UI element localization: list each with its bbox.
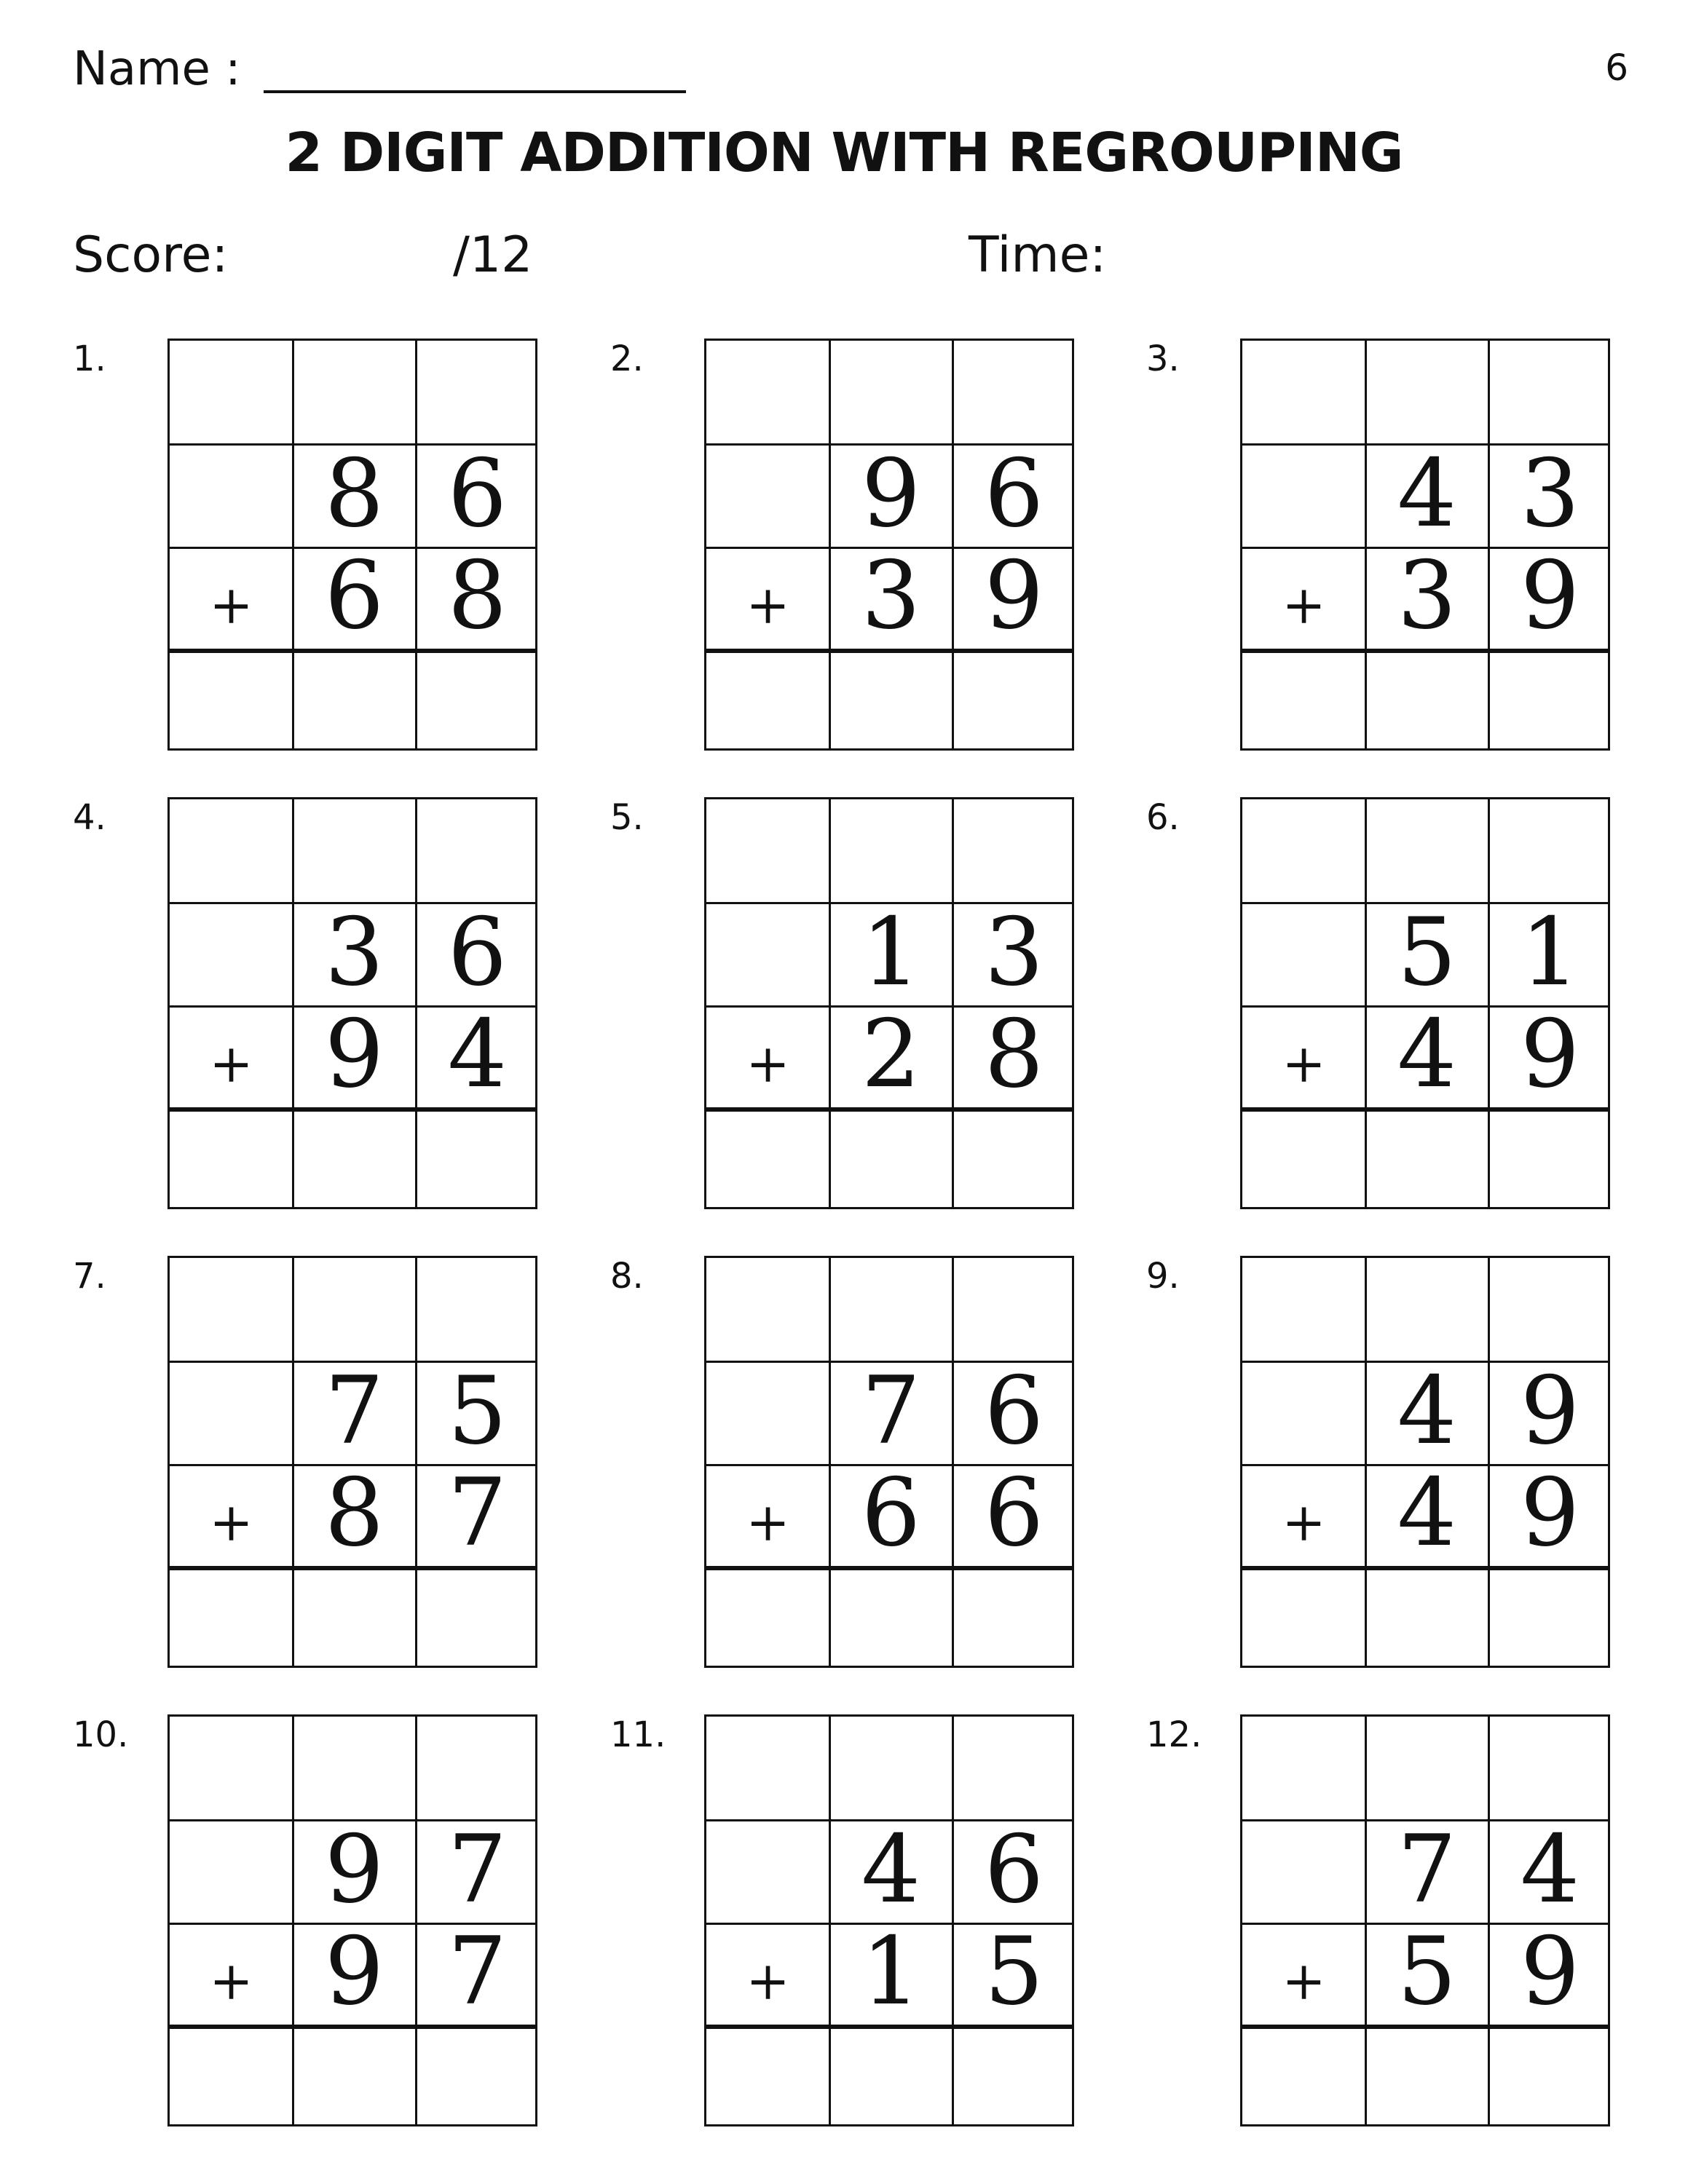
- addition-grid-9: [1240, 1256, 1610, 1668]
- plus-sign: +: [209, 1033, 253, 1094]
- answer-cell[interactable]: [1365, 2030, 1486, 2128]
- top-addend-digit: 3: [324, 898, 384, 1007]
- answer-cell[interactable]: [170, 2030, 290, 2128]
- top-addend-digit: 1: [861, 898, 921, 1007]
- addition-grid-3: [1240, 339, 1610, 751]
- carry-cell[interactable]: [293, 799, 413, 897]
- top-addend-digit: 4: [1397, 1357, 1457, 1465]
- answer-cell[interactable]: [1242, 654, 1362, 752]
- answer-cell[interactable]: [1242, 1113, 1362, 1211]
- plus-sign: +: [746, 574, 790, 636]
- name-label: Name :: [73, 42, 241, 96]
- bottom-addend-digit: 5: [1397, 1918, 1457, 2026]
- carry-cell[interactable]: [1242, 799, 1362, 897]
- score-label: Score:: [73, 226, 229, 284]
- carry-cell[interactable]: [829, 341, 950, 438]
- problem-number: 11.: [610, 1714, 666, 1755]
- carry-cell[interactable]: [170, 799, 290, 897]
- carry-cell[interactable]: [1242, 1717, 1362, 1814]
- problem-number: 8.: [610, 1256, 644, 1297]
- top-addend-digit: 4: [1520, 1816, 1580, 1924]
- carry-cell[interactable]: [706, 1258, 827, 1356]
- problem-number: 2.: [610, 339, 644, 379]
- top-addend-digit: 7: [1397, 1816, 1457, 1924]
- answer-cell[interactable]: [170, 1572, 290, 1669]
- score-total: /12: [453, 226, 533, 284]
- answer-cell[interactable]: [706, 2030, 827, 2128]
- bottom-addend-digit: 9: [1520, 1918, 1580, 2026]
- addition-grid-5: [704, 797, 1074, 1209]
- answer-cell[interactable]: [706, 1113, 827, 1211]
- top-addend-digit: 1: [1520, 898, 1580, 1007]
- addition-grid-11: [704, 1714, 1074, 2126]
- bottom-addend-digit: 4: [447, 1000, 508, 1109]
- problem-number: 12.: [1146, 1714, 1202, 1755]
- addition-grid-6: [1240, 797, 1610, 1209]
- plus-sign: +: [746, 1950, 790, 2011]
- carry-cell[interactable]: [293, 1717, 413, 1814]
- carry-cell[interactable]: [953, 1717, 1073, 1814]
- carry-cell[interactable]: [1488, 341, 1609, 438]
- bottom-addend-digit: 8: [324, 1459, 384, 1567]
- answer-cell[interactable]: [953, 654, 1073, 752]
- carry-cell[interactable]: [416, 799, 536, 897]
- carry-cell[interactable]: [953, 799, 1073, 897]
- problem-number: 1.: [73, 339, 106, 379]
- answer-cell[interactable]: [1365, 1572, 1486, 1669]
- answer-cell[interactable]: [416, 1572, 536, 1669]
- bottom-addend-digit: 3: [861, 542, 921, 650]
- answer-cell[interactable]: [416, 654, 536, 752]
- answer-cell[interactable]: [1488, 1113, 1609, 1211]
- answer-cell[interactable]: [1242, 2030, 1362, 2128]
- top-addend-digit: 6: [984, 440, 1044, 548]
- carry-cell[interactable]: [1488, 799, 1609, 897]
- problem-number: 4.: [73, 797, 106, 838]
- addition-grid-4: [167, 797, 537, 1209]
- top-addend-digit: 6: [984, 1816, 1044, 1924]
- answer-cell[interactable]: [1488, 654, 1609, 752]
- addition-grid-10: [167, 1714, 537, 2126]
- bottom-addend-digit: 6: [984, 1459, 1044, 1567]
- addition-grid-12: [1240, 1714, 1610, 2126]
- top-addend-digit: 3: [1520, 440, 1580, 548]
- carry-cell[interactable]: [829, 1258, 950, 1356]
- answer-cell[interactable]: [706, 1572, 827, 1669]
- carry-cell[interactable]: [953, 341, 1073, 438]
- answer-cell[interactable]: [1488, 1572, 1609, 1669]
- carry-cell[interactable]: [293, 1258, 413, 1356]
- answer-cell[interactable]: [1242, 1572, 1362, 1669]
- problem-number: 9.: [1146, 1256, 1180, 1297]
- answer-cell[interactable]: [293, 2030, 413, 2128]
- carry-cell[interactable]: [706, 1717, 827, 1814]
- worksheet-title: 2 DIGIT ADDITION WITH REGROUPING: [285, 122, 1403, 184]
- bottom-addend-digit: 4: [1397, 1000, 1457, 1109]
- bottom-addend-digit: 6: [324, 542, 384, 650]
- answer-cell[interactable]: [1365, 654, 1486, 752]
- problem-number: 6.: [1146, 797, 1180, 838]
- carry-cell[interactable]: [953, 1258, 1073, 1356]
- carry-cell[interactable]: [170, 1258, 290, 1356]
- plus-sign: +: [209, 1492, 253, 1553]
- problem-number: 7.: [73, 1256, 106, 1297]
- top-addend-digit: 5: [1397, 898, 1457, 1007]
- bottom-addend-digit: 6: [861, 1459, 921, 1567]
- addition-grid-8: [704, 1256, 1074, 1668]
- top-addend-digit: 7: [447, 1816, 508, 1924]
- bottom-addend-digit: 9: [324, 1000, 384, 1109]
- carry-cell[interactable]: [1488, 1717, 1609, 1814]
- plus-sign: +: [209, 1950, 253, 2011]
- bottom-addend-digit: 9: [1520, 1000, 1580, 1109]
- bottom-addend-digit: 9: [1520, 542, 1580, 650]
- carry-cell[interactable]: [170, 341, 290, 438]
- answer-cell[interactable]: [829, 654, 950, 752]
- carry-cell[interactable]: [416, 1258, 536, 1356]
- carry-cell[interactable]: [1365, 1717, 1486, 1814]
- carry-cell[interactable]: [416, 341, 536, 438]
- top-addend-digit: 7: [324, 1357, 384, 1465]
- carry-cell[interactable]: [829, 1717, 950, 1814]
- answer-cell[interactable]: [953, 1113, 1073, 1211]
- bottom-addend-digit: 8: [984, 1000, 1044, 1109]
- bottom-addend-digit: 4: [1397, 1459, 1457, 1567]
- top-addend-digit: 4: [1397, 440, 1457, 548]
- plus-sign: +: [1282, 1950, 1326, 2011]
- problem-number: 3.: [1146, 339, 1180, 379]
- top-addend-digit: 6: [984, 1357, 1044, 1465]
- plus-sign: +: [746, 1492, 790, 1553]
- bottom-addend-digit: 7: [447, 1918, 508, 2026]
- addition-grid-1: [167, 339, 537, 751]
- plus-sign: +: [209, 574, 253, 636]
- top-addend-digit: 5: [447, 1357, 508, 1465]
- plus-sign: +: [1282, 574, 1326, 636]
- carry-cell[interactable]: [1365, 1258, 1486, 1356]
- carry-cell[interactable]: [416, 1717, 536, 1814]
- top-addend-digit: 6: [447, 898, 508, 1007]
- carry-cell[interactable]: [1242, 1258, 1362, 1356]
- bottom-addend-digit: 9: [984, 542, 1044, 650]
- answer-cell[interactable]: [829, 2030, 950, 2128]
- bottom-addend-digit: 9: [1520, 1459, 1580, 1567]
- plus-sign: +: [1282, 1492, 1326, 1553]
- top-addend-digit: 7: [861, 1357, 921, 1465]
- answer-cell[interactable]: [829, 1572, 950, 1669]
- addition-grid-7: [167, 1256, 537, 1668]
- carry-cell[interactable]: [829, 799, 950, 897]
- problem-number: 5.: [610, 797, 644, 838]
- bottom-addend-digit: 3: [1397, 542, 1457, 650]
- top-addend-digit: 3: [984, 898, 1044, 1007]
- bottom-addend-digit: 7: [447, 1459, 508, 1567]
- carry-cell[interactable]: [293, 341, 413, 438]
- addition-grid-2: [704, 339, 1074, 751]
- carry-cell[interactable]: [170, 1717, 290, 1814]
- answer-cell[interactable]: [1488, 2030, 1609, 2128]
- answer-cell[interactable]: [293, 654, 413, 752]
- plus-sign: +: [746, 1033, 790, 1094]
- top-addend-digit: 6: [447, 440, 508, 548]
- bottom-addend-digit: 1: [861, 1918, 921, 2026]
- carry-cell[interactable]: [706, 341, 827, 438]
- carry-cell[interactable]: [1242, 341, 1362, 438]
- answer-cell[interactable]: [416, 1113, 536, 1211]
- bottom-addend-digit: 9: [324, 1918, 384, 2026]
- top-addend-digit: 8: [324, 440, 384, 548]
- answer-cell[interactable]: [416, 2030, 536, 2128]
- carry-cell[interactable]: [1488, 1258, 1609, 1356]
- top-addend-digit: 9: [324, 1816, 384, 1924]
- carry-cell[interactable]: [1365, 799, 1486, 897]
- carry-cell[interactable]: [706, 799, 827, 897]
- answer-cell[interactable]: [170, 1113, 290, 1211]
- answer-cell[interactable]: [829, 1113, 950, 1211]
- top-addend-digit: 9: [1520, 1357, 1580, 1465]
- top-addend-digit: 4: [861, 1816, 921, 1924]
- answer-cell[interactable]: [293, 1113, 413, 1211]
- answer-cell[interactable]: [293, 1572, 413, 1669]
- answer-cell[interactable]: [953, 2030, 1073, 2128]
- answer-cell[interactable]: [706, 654, 827, 752]
- time-label: Time:: [969, 226, 1107, 284]
- answer-cell[interactable]: [953, 1572, 1073, 1669]
- bottom-addend-digit: 2: [861, 1000, 921, 1109]
- problem-number: 10.: [73, 1714, 129, 1755]
- bottom-addend-digit: 5: [984, 1918, 1044, 2026]
- plus-sign: +: [1282, 1033, 1326, 1094]
- answer-cell[interactable]: [170, 654, 290, 752]
- top-addend-digit: 9: [861, 440, 921, 548]
- bottom-addend-digit: 8: [447, 542, 508, 650]
- carry-cell[interactable]: [1365, 341, 1486, 438]
- name-write-line[interactable]: [264, 90, 686, 93]
- answer-cell[interactable]: [1365, 1113, 1486, 1211]
- page-number: 6: [1605, 47, 1628, 89]
